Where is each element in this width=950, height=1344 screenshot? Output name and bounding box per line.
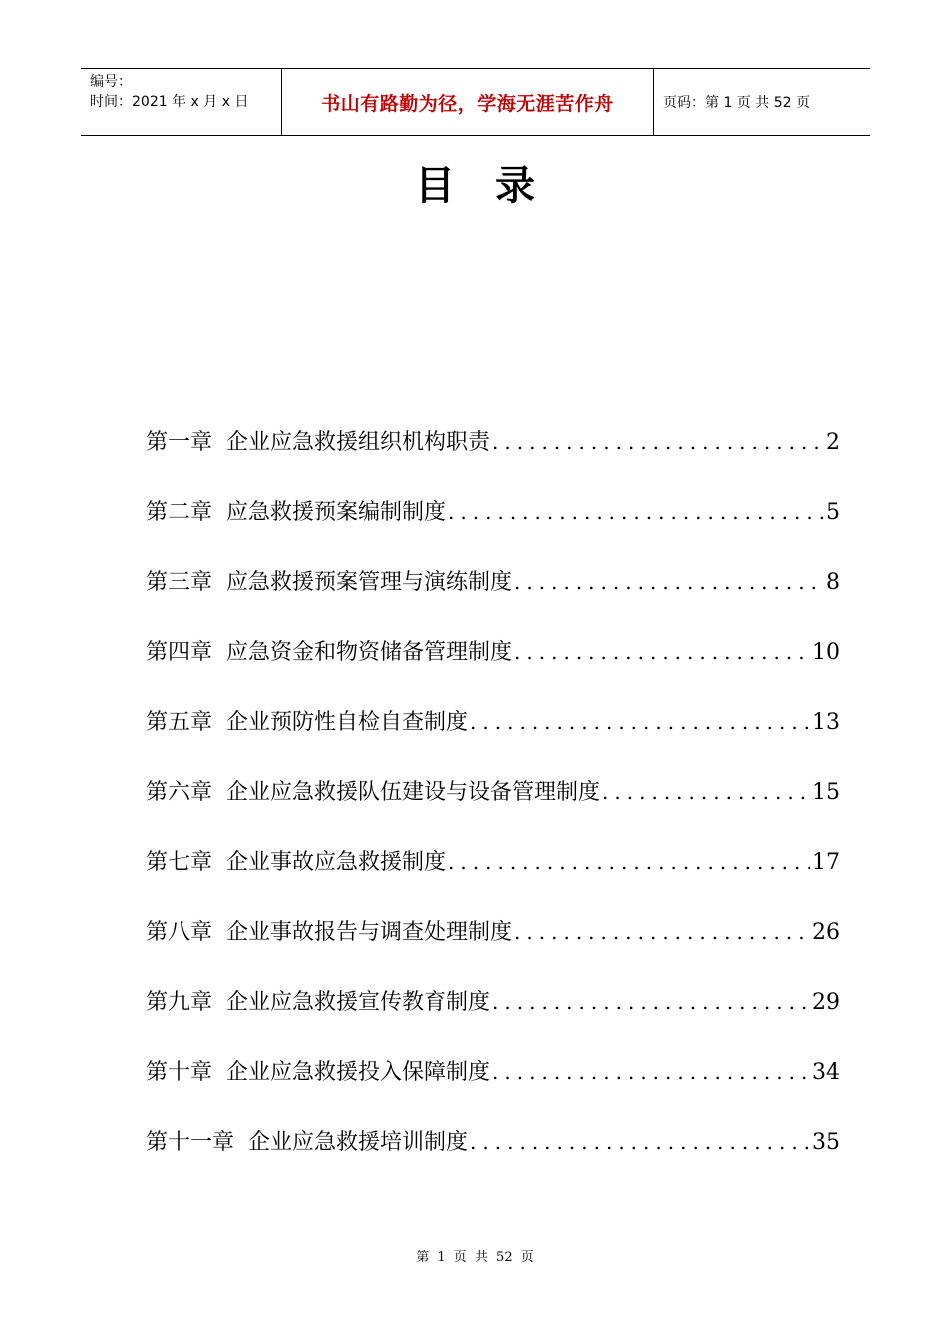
toc-entry[interactable] — [146, 1120, 840, 1190]
toc-entry[interactable] — [146, 630, 840, 700]
toc-leader-dots — [470, 700, 810, 744]
toc-chapter: 第七章 — [146, 850, 213, 875]
toc-leader-dots — [514, 630, 810, 674]
toc-chapter: 第五章 — [146, 710, 213, 735]
toc-page-number: 10 — [812, 640, 840, 665]
toc-page-number: 26 — [812, 920, 840, 945]
toc-chapter: 第一章 — [146, 430, 213, 455]
page-header — [81, 68, 870, 136]
toc-leader-dots — [514, 910, 810, 954]
toc-title: 应急救援预案编制制度 — [226, 500, 447, 525]
toc-entry[interactable] — [146, 980, 840, 1050]
toc-entry[interactable] — [146, 910, 840, 980]
toc-leader-dots — [448, 490, 824, 534]
toc-page-number: 13 — [812, 710, 840, 735]
toc-chapter: 第十章 — [146, 1060, 213, 1085]
toc-title: 企业事故应急救援制度 — [226, 850, 447, 875]
toc-title: 企业应急救援培训制度 — [248, 1130, 469, 1155]
toc-title: 企业应急救援投入保障制度 — [226, 1060, 491, 1085]
toc-page-number: 35 — [812, 1130, 840, 1155]
toc-chapter: 第十一章 — [146, 1130, 235, 1155]
toc-chapter: 第二章 — [146, 500, 213, 525]
toc-page-number: 8 — [826, 570, 840, 595]
toc-entry[interactable] — [146, 770, 840, 840]
toc-chapter: 第八章 — [146, 920, 213, 945]
toc-entry[interactable] — [146, 490, 840, 560]
page-title: 目录 — [415, 163, 575, 209]
toc-leader-dots — [492, 420, 824, 464]
toc-page-number: 15 — [812, 780, 840, 805]
toc-chapter: 第九章 — [146, 990, 213, 1015]
toc-page-number: 29 — [812, 990, 840, 1015]
page-footer: 第 1 页 共 52 页 — [416, 1250, 534, 1265]
header-page-info: 页码：第 1 页 共 52 页 — [663, 95, 810, 111]
toc-title: 企业事故报告与调查处理制度 — [226, 920, 513, 945]
toc-entry[interactable] — [146, 420, 840, 490]
toc-entry[interactable] — [146, 560, 840, 630]
document-number-label: 编号： — [90, 74, 132, 90]
toc-entry[interactable] — [146, 700, 840, 770]
toc-page-number: 2 — [826, 430, 840, 455]
toc-title: 企业预防性自检自查制度 — [226, 710, 469, 735]
toc-leader-dots — [492, 980, 810, 1024]
toc-leader-dots — [470, 1120, 810, 1164]
toc-leader-dots — [492, 1050, 810, 1094]
toc-title: 应急救援预案管理与演练制度 — [226, 570, 513, 595]
toc-chapter: 第四章 — [146, 640, 213, 665]
toc-leader-dots — [602, 770, 810, 814]
toc-leader-dots — [514, 560, 824, 604]
header-meta — [81, 69, 282, 135]
toc-entry[interactable] — [146, 840, 840, 910]
table-of-contents — [146, 420, 840, 1190]
toc-chapter: 第三章 — [146, 570, 213, 595]
toc-leader-dots — [448, 840, 810, 884]
toc-title: 企业应急救援组织机构职责 — [226, 430, 491, 455]
toc-entry[interactable] — [146, 1050, 840, 1120]
toc-title: 应急资金和物资储备管理制度 — [226, 640, 513, 665]
toc-chapter: 第六章 — [146, 780, 213, 805]
toc-page-number: 17 — [812, 850, 840, 875]
header-motto: 书山有路勤为径，学海无涯苦作舟 — [282, 69, 654, 135]
toc-page-number: 5 — [826, 500, 840, 525]
toc-title: 企业应急救援队伍建设与设备管理制度 — [226, 780, 601, 805]
document-time-label: 时间：2021 年 x 月 x 日 — [90, 94, 249, 110]
toc-title: 企业应急救援宣传教育制度 — [226, 990, 491, 1015]
toc-page-number: 34 — [812, 1060, 840, 1085]
